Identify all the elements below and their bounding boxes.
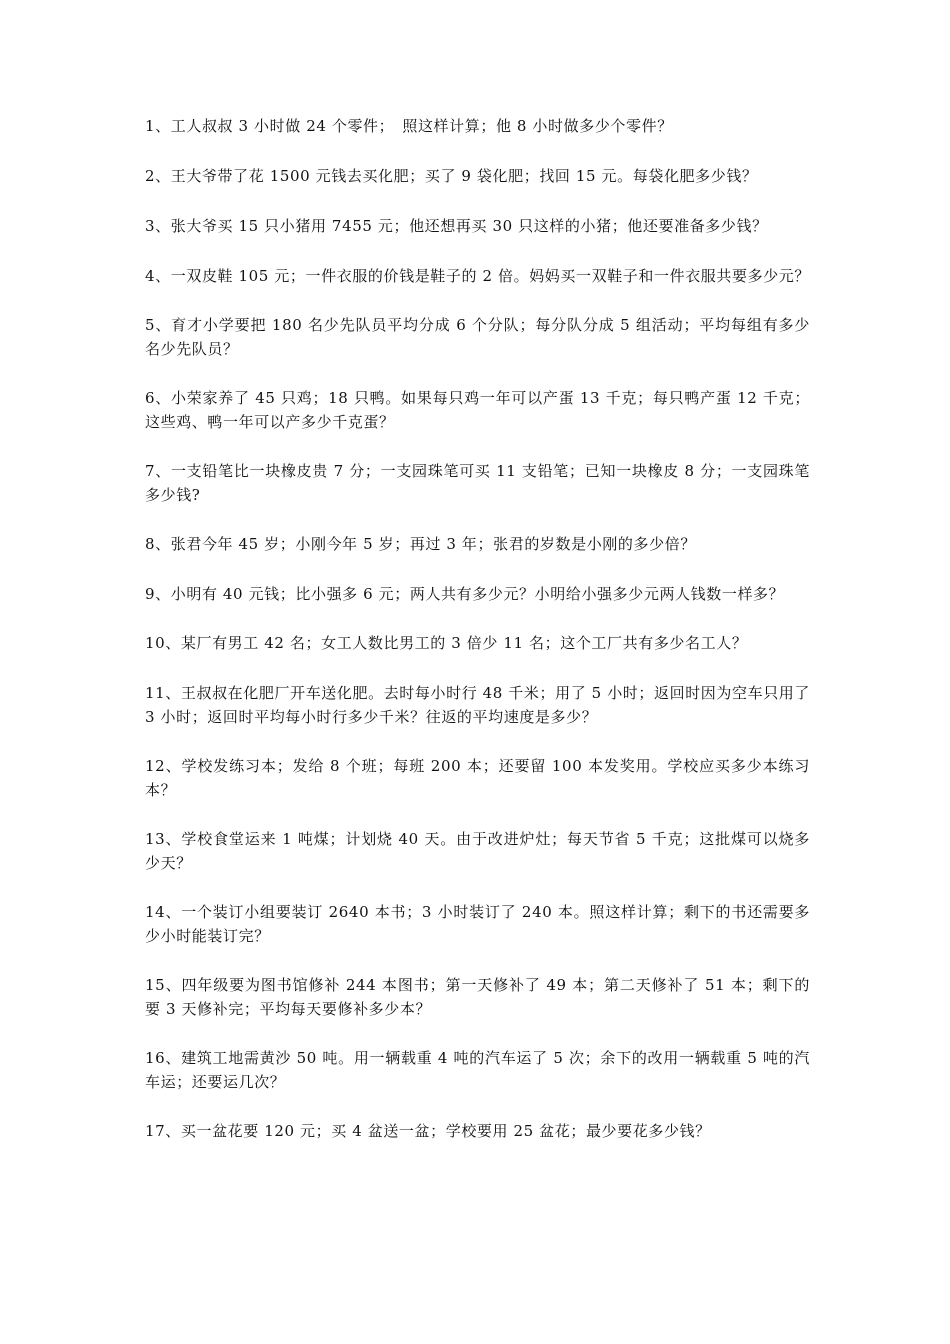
problem-2: 2、王大爷带了花 1500 元钱去买化肥；买了 9 袋化肥；找回 15 元。每袋化肥多少钱？ — [145, 167, 758, 185]
problem-list — [145, 114, 810, 1169]
problem-1: 1、工人叔叔 3 小时做 24 个零件； 照这样计算；他 8 小时做多少个零件？ — [145, 117, 673, 135]
problem-10: 10、某厂有男工 42 名；女工人数比男工的 3 倍少 11 名；这个工厂共有多少名工人？ — [145, 634, 748, 652]
problem-13: 13、学校食堂运来 1 吨煤；计划烧 40 天。由于改进炉灶；每天节省 5 千克；这批煤可以烧多少天？ — [145, 830, 810, 872]
problem-8: 8、张君今年 45 岁；小刚今年 5 岁；再过 3 年；张君的岁数是小刚的多少倍？ — [145, 535, 696, 553]
problem-3: 3、张大爷买 15 只小猪用 7455 元；他还想再买 30 只这样的小猪；他还要准备多少钱？ — [145, 217, 768, 235]
problem-11: 11、王叔叔在化肥厂开车送化肥。去时每小时行 48 千米；用了 5 小时；返回时因为空车只用了 3 小时；返回时平均每小时行多少千米？往返的平均速度是多少？ — [145, 684, 810, 726]
problem-16: 16、建筑工地需黄沙 50 吨。用一辆载重 4 吨的汽车运了 5 次；余下的改用一辆载重 5 吨的汽车运；还要运几次？ — [145, 1049, 810, 1091]
problem-7: 7、一支铅笔比一块橡皮贵 7 分；一支园珠笔可买 11 支铅笔；已知一块橡皮 8 分；一支园珠笔多少钱? — [145, 462, 810, 504]
problem-6: 6、小荣家养了 45 只鸡；18 只鸭。如果每只鸡一年可以产蛋 13 千克；每只鸭产蛋 12 千克；这些鸡、鸭一年可以产多少千克蛋？ — [145, 389, 810, 431]
problem-9: 9、小明有 40 元钱；比小强多 6 元；两人共有多少元？小明给小强多少元两人钱数一样多？ — [145, 585, 785, 603]
problem-15: 15、四年级要为图书馆修补 244 本图书；第一天修补了 49 本；第二天修补了 51 本；剩下的要 3 天修补完；平均每天要修补多少本？ — [145, 976, 810, 1018]
problem-14: 14、一个装订小组要装订 2640 本书；3 小时装订了 240 本。照这样计算；剩下的书还需要多少小时能装订完？ — [145, 903, 810, 945]
problem-5: 5、育才小学要把 180 名少先队员平均分成 6 个分队；每分队分成 5 组活动；平均每组有多少名少先队员？ — [145, 316, 810, 358]
problem-4: 4、一双皮鞋 105 元；一件衣服的价钱是鞋子的 2 倍。妈妈买一双鞋子和一件衣服共要多少元？ — [145, 267, 810, 285]
problem-17: 17、买一盆花要 120 元；买 4 盆送一盆；学校要用 25 盆花；最少要花多少钱？ — [145, 1122, 711, 1140]
problem-12: 12、学校发练习本；发给 8 个班；每班 200 本；还要留 100 本发奖用。学校应买多少本练习本？ — [145, 757, 810, 799]
